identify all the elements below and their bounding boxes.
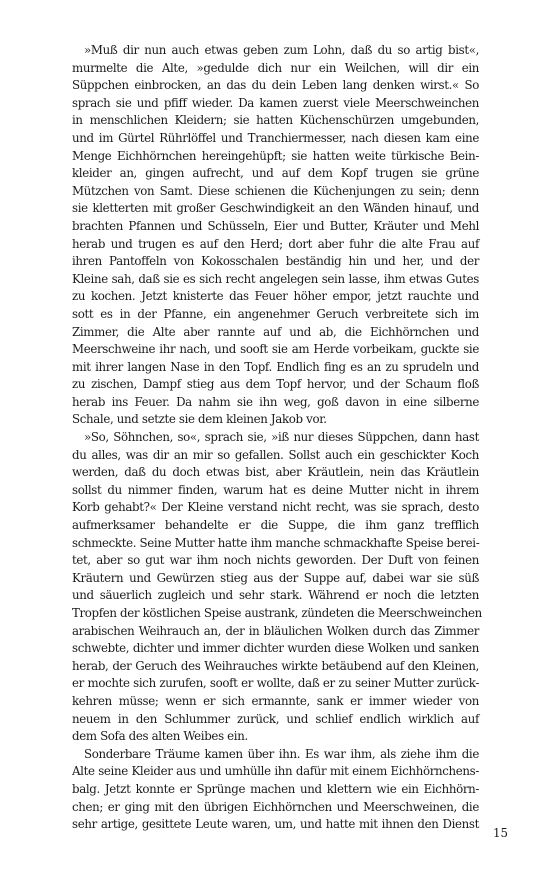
text-line: in menschlichen Kleidern; sie hatten Küchenschürzen umgebunden, bbox=[72, 113, 479, 128]
text-line: kleider an, gingen aufrecht, und auf dem Kopf trugen sie grüne bbox=[72, 166, 479, 181]
text-line: herab ins Feuer. Da nahm sie ihn weg, goß davon in eine silberne bbox=[72, 394, 479, 409]
text-line: Süppchen einbrocken, an das du dein Leben lang denken wirst.« So bbox=[72, 78, 479, 93]
text-line: mit ihrer langen Nase in den Topf. Endlich fing es an zu sprudeln und bbox=[72, 359, 479, 374]
text-line: neuem in den Schlummer zurück, und schlief endlich wirklich auf bbox=[72, 711, 479, 726]
text-line: herab, der Geruch des Weihrauches wirkte betäubend auf den Kleinen, bbox=[72, 658, 479, 673]
page-number: 15 bbox=[493, 826, 509, 840]
text-line: zu zischen, Dampf stieg aus dem Topf hervor, und der Schaum floß bbox=[72, 377, 479, 392]
text-line: Korb gehabt?« Der Kleine verstand nicht recht, was sie sprach, desto bbox=[72, 500, 479, 515]
paragraph bbox=[72, 429, 482, 746]
text-line: sehr artige, gesittete Leute waren, um, und hatte mit ihnen den Dienst bbox=[72, 817, 479, 832]
text-line: zu kochen. Jetzt knisterte das Feuer höher empor, jetzt rauchte und bbox=[72, 289, 479, 304]
text-line: schmeckte. Seine Mutter hatte ihm manche schmackhafte Speise berei- bbox=[72, 535, 480, 550]
text-line: brachten Pfannen und Schüsseln, Eier und Butter, Kräuter und Mehl bbox=[72, 218, 479, 233]
text-line: ihren Pantoffeln von Kokosschalen beständig hin und her, und der bbox=[72, 254, 479, 269]
text-line: herab und trugen es auf den Herd; dort aber fuhr die alte Frau auf bbox=[72, 236, 479, 251]
text-line: Meerschweine ihr nach, und sooft sie am Herde vorbeikam, guckte sie bbox=[72, 342, 479, 357]
text-line: Sonderbare Träume kamen über ihn. Es war ihm, als ziehe ihm die bbox=[84, 746, 479, 761]
text-line: sprach sie und pfiff wieder. Da kamen zuerst viele Meerschweinchen bbox=[72, 95, 479, 110]
body-text bbox=[72, 42, 482, 834]
text-line: dem Sofa des alten Weibes ein. bbox=[72, 729, 248, 744]
text-line: tet, aber so gut war ihm noch nichts geworden. Der Duft von feinen bbox=[72, 553, 479, 568]
text-line: aufmerksamer behandelte er die Suppe, die ihm ganz trefflich bbox=[72, 518, 479, 533]
text-line: und säuerlich zugleich und sehr stark. Während er noch die letzten bbox=[72, 588, 479, 603]
text-line: du alles, was dir an mir so gefallen. Sollst auch ein geschickter Koch bbox=[72, 447, 479, 462]
text-line: murmelte die Alte, »gedulde dich nur ein Weilchen, will dir ein bbox=[72, 60, 479, 75]
text-line: Kleine sah, daß sie es sich recht angelegen sein lasse, ihm etwas Gutes bbox=[72, 271, 479, 286]
text-line: werden, daß du doch etwas bist, aber Kräutlein, nein das Kräutlein bbox=[72, 465, 479, 480]
text-line: Kräutern und Gewürzen stieg aus der Suppe auf, dabei war sie süß bbox=[72, 570, 479, 585]
text-line: sott es in der Pfanne, ein angenehmer Geruch verbreitete sich im bbox=[72, 306, 479, 321]
text-line: arabischen Weihrauch an, der in bläulichen Wolken durch das Zimmer bbox=[72, 623, 479, 638]
text-line: Mützchen von Samt. Diese schienen die Küchenjungen zu sein; denn bbox=[72, 183, 479, 198]
text-line: chen; er ging mit den übrigen Eichhörnchen und Meerschweinen, die bbox=[72, 799, 479, 814]
text-line: Schale, und setzte sie dem kleinen Jakob vor. bbox=[72, 412, 327, 427]
text-line: balg. Jetzt konnte er Sprünge machen und klettern wie ein Eichhörn- bbox=[72, 781, 479, 796]
text-line: »Muß dir nun auch etwas geben zum Lohn, daß du so artig bist«, bbox=[84, 43, 479, 57]
text-line: kehren müsse; wenn er sich ermannte, sank er immer wieder von bbox=[72, 693, 479, 708]
text-line: Menge Eichhörnchen hereingehüpft; sie hatten weite türkische Bein- bbox=[72, 148, 479, 163]
paragraph bbox=[72, 42, 479, 429]
text-line: »So, Söhnchen, so«, sprach sie, »iß nur dieses Süppchen, dann hast bbox=[84, 430, 479, 445]
text-line: Alte seine Kleider aus und umhülle ihn dafür mit einem Eichhörnchens- bbox=[72, 764, 479, 779]
text-line: er mochte sich zurufen, sooft er wollte, daß er zu seiner Mutter zurück- bbox=[72, 676, 479, 691]
text-line: Tropfen der köstlichen Speise austrank, zündeten die Meerschweinchen bbox=[72, 606, 482, 620]
text-line: sollst du nimmer finden, warum hat es deine Mutter nicht in ihrem bbox=[72, 482, 479, 497]
text-line: und im Gürtel Rührlöffel und Tranchiermesser, nach diesen kam eine bbox=[72, 130, 479, 145]
text-line: sie kletterten mit großer Geschwindigkeit an den Wänden hinauf, und bbox=[72, 201, 479, 216]
paragraph bbox=[72, 746, 479, 834]
text-line: Zimmer, die Alte aber rannte auf und ab, die Eichhörnchen und bbox=[72, 324, 479, 339]
text-line: schwebte, dichter und immer dichter wurden diese Wolken und sanken bbox=[72, 641, 479, 656]
